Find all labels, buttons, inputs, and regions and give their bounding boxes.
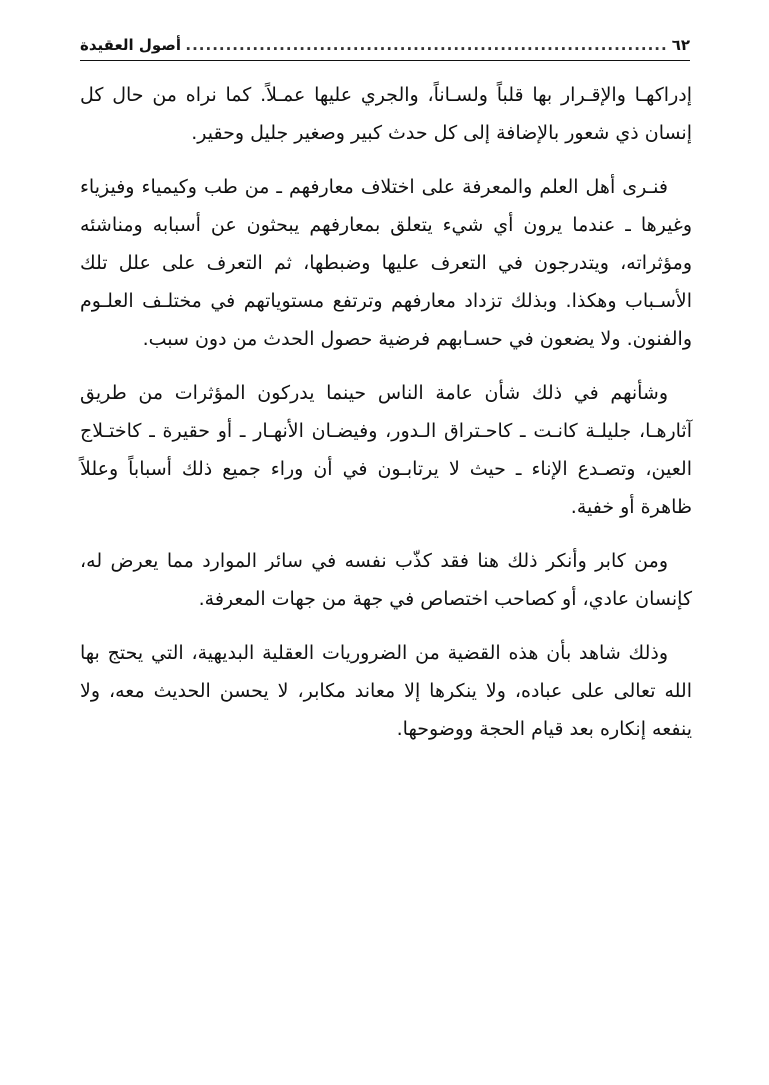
paragraph-3: وشأنهم في ذلك شأن عامة الناس حينما يدركون المؤثرات من طريق آثارهـا، جليلـة كانـت ـ كاحـتراق الـدور، وفيضـان الأنهـار ـ أو حقيرة ـ كاختـلاج العين، وتصـدع الإناء ـ حيث لا يرتابـون في أن وراء جميع ذلك أسباباً وعللاً ظاهرة أو خفية.: [80, 382, 692, 518]
header-rule: [80, 60, 690, 61]
page-number: ٦٢: [671, 36, 690, 54]
paragraph-1: إدراكهـا والإقـرار بها قلباً ولسـاناً، والجري عليها عمـلاً. كما نراه من حال كل إنسان ذي شعور بالإضافة إلى كل حدث كبير وصغير جليل وحقير.: [80, 84, 692, 144]
paragraph-4: ومن كابر وأنكر ذلك هنا فقد كذّب نفسه في سائر الموارد مما يعرض له، كإنسان عادي، أو كصاحب اختصاص في جهة من جهات المعرفة.: [80, 550, 692, 610]
page-body: [80, 76, 692, 764]
running-title: أصول العقيدة: [80, 36, 181, 54]
paragraph-5: وذلك شاهد بأن هذه القضية من الضروريات العقلية البديهية، التي يحتج بها الله تعالى على عباده، ولا ينكرها إلا معاند مكابر، لا يحسن الحديث معه، ولا ينفعه إنكاره بعد قيام الحجة ووضوحها.: [80, 642, 692, 740]
header-dot-leader: [185, 36, 668, 54]
running-header: [80, 34, 690, 56]
paragraph-2: فنـرى أهل العلم والمعرفة على اختلاف معارفهم ـ من طب وكيمياء وفيزياء وغيرها ـ عندما يرون أي شيء يتعلق بمعارفهم يبحثون عن أسبابه ومناشئه ومؤثراته، ويتدرجون في التعرف عليها وضبطها، ثم التعرف على علل تلك الأسـباب وهكذا. وبذلك تزداد معارفهم وترتفع مستوياتهم في مختلـف العلـوم والفنون. ولا يضعون في حسـابهم فرضية حصول الحدث من دون سبب.: [80, 176, 692, 350]
